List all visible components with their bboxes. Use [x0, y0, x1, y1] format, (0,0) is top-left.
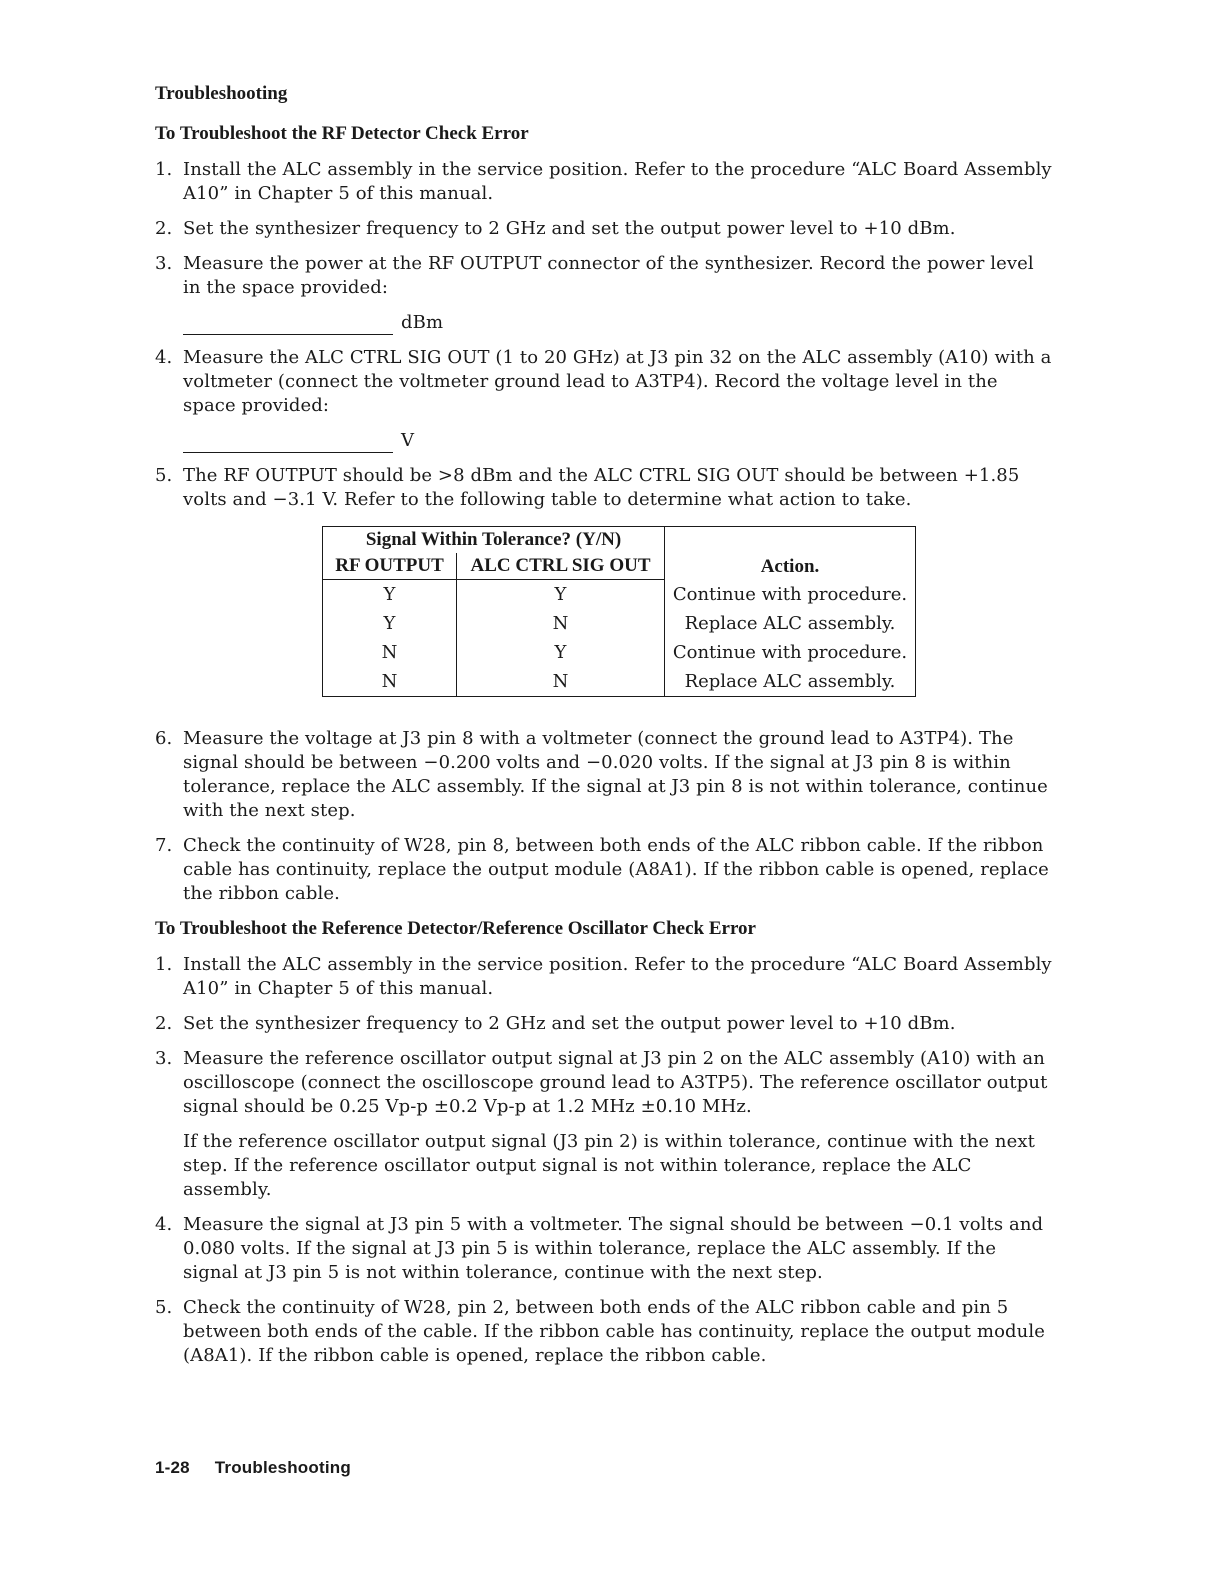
step-text: Measure the reference oscillator output signal at J3 pin 2 on the ALC assembly (A10) with an oscilloscope (connect the oscilloscope ground lead to A3TP5). The reference oscillator output signal should be 0.25 Vp-p ±0.2 Vp-p at 1.2 MHz ±0.10 MHz.	[183, 1048, 1048, 1117]
blank-unit: dBm	[401, 312, 444, 333]
step-text: Install the ALC assembly in the service position. Refer to the procedure “ALC Board Assembly A10” in Chapter 5 of this manual.	[183, 159, 1052, 204]
power-level-blank	[183, 311, 1055, 335]
step-number: 7.	[155, 835, 173, 856]
step-number: 2.	[155, 218, 173, 239]
table-cell: Continue with procedure.	[672, 583, 908, 605]
table-row	[323, 580, 916, 610]
step-number: 4.	[155, 347, 173, 368]
step-number: 3.	[155, 1048, 173, 1069]
table-row	[323, 609, 916, 638]
table-row	[323, 667, 916, 697]
table-group-header: Signal Within Tolerance? (Y/N)	[323, 527, 665, 554]
step-text: Measure the signal at J3 pin 5 with a voltmeter. The signal should be between −0.1 volts and 0.080 volts. If the signal at J3 pin 5 is within tolerance, replace the ALC assembly. If the signal at J3 pin 5 is not within tolerance, continue with the next step.	[183, 1214, 1044, 1283]
table-cell: N	[323, 667, 457, 697]
page-number: 1-28	[155, 1458, 190, 1477]
list-item	[155, 953, 1055, 1001]
page-footer	[155, 1458, 351, 1478]
rf-detector-steps-continued	[155, 727, 1055, 906]
step-number: 3.	[155, 253, 173, 274]
blank-unit: V	[401, 430, 415, 451]
list-item	[155, 1213, 1055, 1285]
page-heading: Troubleshooting	[155, 83, 288, 104]
step-text: Check the continuity of W28, pin 8, between both ends of the ALC ribbon cable. If the ribbon cable has continuity, replace the output module (A8A1). If the ribbon cable is opened, replace the ribbon cable.	[183, 835, 1049, 904]
list-item	[155, 252, 1055, 335]
table-cell: N	[457, 609, 665, 638]
table-cell: Replace ALC assembly.	[684, 613, 896, 634]
table-cell: N	[323, 638, 457, 667]
step-note: If the reference oscillator output signal (J3 pin 2) is within tolerance, continue with the next step. If the reference oscillator output signal is not within tolerance, replace the ALC assembly.	[183, 1131, 1035, 1200]
list-item	[155, 346, 1055, 453]
fill-in-line	[183, 316, 393, 335]
table-header-alc-ctrl: ALC CTRL SIG OUT	[457, 553, 665, 580]
footer-chapter: Troubleshooting	[214, 1458, 351, 1477]
table-cell: N	[457, 667, 665, 697]
list-item	[155, 727, 1055, 823]
table-cell: Y	[457, 580, 665, 610]
tolerance-table	[322, 526, 916, 697]
list-item	[155, 217, 1055, 241]
fill-in-line	[183, 434, 393, 453]
list-item	[155, 158, 1055, 206]
step-number: 2.	[155, 1013, 173, 1034]
step-text: The RF OUTPUT should be >8 dBm and the ALC CTRL SIG OUT should be between +1.85 volts and −3.1 V. Refer to the following table to determine what action to take.	[183, 465, 1020, 510]
step-number: 1.	[155, 954, 173, 975]
step-text: Check the continuity of W28, pin 2, between both ends of the ALC ribbon cable and pin 5 between both ends of the cable. If the ribbon cable has continuity, replace the output module (A8A1). If the ribbon cable is opened, replace the ribbon cable.	[183, 1297, 1045, 1366]
voltage-level-blank	[183, 429, 1055, 453]
table-header-action: Action.	[760, 555, 820, 577]
table-cell: Y	[457, 638, 665, 667]
tolerance-table-wrapper	[322, 526, 1055, 697]
table-cell: Replace ALC assembly.	[684, 671, 896, 692]
list-item	[155, 464, 1055, 512]
table-row	[323, 638, 916, 667]
step-number: 5.	[155, 1297, 173, 1318]
step-number: 4.	[155, 1214, 173, 1235]
step-text: Set the synthesizer frequency to 2 GHz and set the output power level to +10 dBm.	[183, 218, 956, 239]
step-text: Set the synthesizer frequency to 2 GHz and set the output power level to +10 dBm.	[183, 1013, 956, 1034]
section-title-rf-detector: To Troubleshoot the RF Detector Check Error	[155, 123, 529, 144]
step-text: Measure the voltage at J3 pin 8 with a voltmeter (connect the ground lead to A3TP4). The signal should be between −0.200 volts and −0.020 volts. If the signal at J3 pin 8 is within tolerance, replace the ALC assembly. If the signal at J3 pin 8 is not within tolerance, continue with the next step.	[183, 728, 1048, 821]
section-title-reference-detector: To Troubleshoot the Reference Detector/Reference Oscillator Check Error	[155, 918, 756, 939]
table-header-rf-output: RF OUTPUT	[323, 553, 457, 580]
list-item	[155, 834, 1055, 906]
table-cell: Y	[323, 609, 457, 638]
reference-detector-steps	[155, 953, 1055, 1368]
step-number: 1.	[155, 159, 173, 180]
step-text: Measure the ALC CTRL SIG OUT (1 to 20 GHz) at J3 pin 32 on the ALC assembly (A10) with a voltmeter (connect the voltmeter ground lead to A3TP4). Record the voltage level in the space provided:	[183, 347, 1052, 416]
list-item	[155, 1012, 1055, 1036]
step-number: 6.	[155, 728, 173, 749]
table-cell: Y	[323, 580, 457, 610]
document-page	[155, 82, 1055, 1379]
list-item	[155, 1047, 1055, 1202]
step-text: Measure the power at the RF OUTPUT connector of the synthesizer. Record the power level in the space provided:	[183, 253, 1034, 298]
rf-detector-steps	[155, 158, 1055, 512]
list-item	[155, 1296, 1055, 1368]
step-text: Install the ALC assembly in the service position. Refer to the procedure “ALC Board Assembly A10” in Chapter 5 of this manual.	[183, 954, 1052, 999]
table-cell: Continue with procedure.	[672, 642, 908, 663]
step-number: 5.	[155, 465, 173, 486]
